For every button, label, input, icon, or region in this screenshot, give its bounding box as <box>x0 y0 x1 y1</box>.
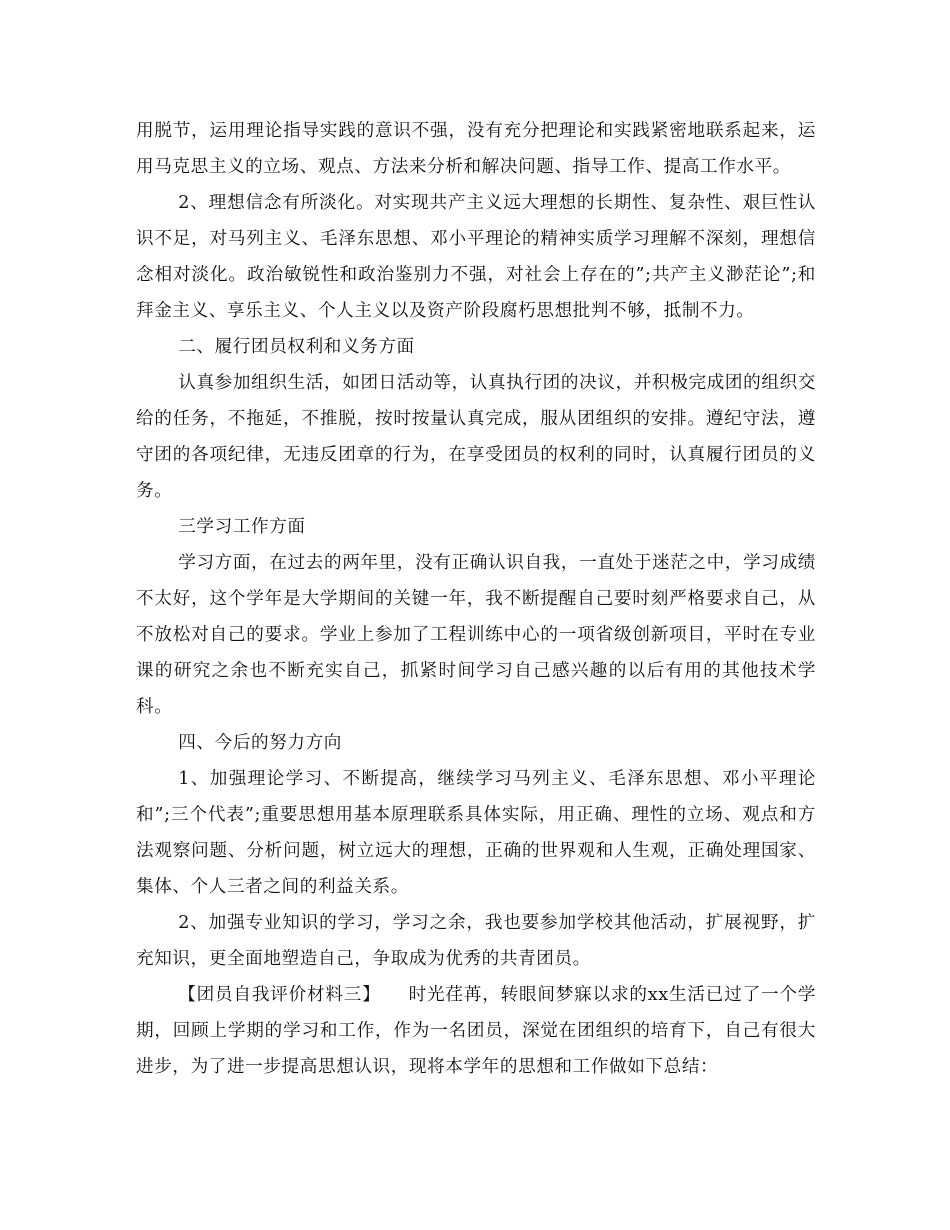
paragraph-8: 1、加强理论学习、不断提高，继续学习马列主义、毛泽东思想、邓小平理论和”;三个代表”;重要思想用基本原理联系具体实际，用正确、理性的立场、观点和方法观察问题、分析问题，树立远大的理想，正确的世界观和人生观，正确处理国家、集体、个人三者之间的利益关系。 <box>136 769 816 897</box>
section-heading-future-direction: 四、今后的努力方向 <box>178 733 342 753</box>
document-body <box>136 113 816 1085</box>
paragraph-9: 2、加强专业知识的学习，学习之余，我也要参加学校其他活动，扩展视野，扩充知识，更全面地塑造自己，争取成为优秀的共青团员。 <box>136 913 816 969</box>
section-heading-study-work: 三学习工作方面 <box>178 517 306 537</box>
paragraph-4: 认真参加组织生活，如团日活动等，认真执行团的决议，并积极完成团的组织交给的任务，不拖延，不推脱，按时按量认真完成，服从团组织的安排。遵纪守法，遵守团的各项纪律，无违反团章的行为，在享受团员的权利的同时，认真履行团员的义务。 <box>136 373 816 501</box>
paragraph-1: 用脱节，运用理论指导实践的意识不强，没有充分把理论和实践紧密地联系起来，运用马克思主义的立场、观点、方法来分析和解决问题、指导工作、提高工作水平。 <box>136 121 816 177</box>
paragraph-6: 学习方面，在过去的两年里，没有正确认识自我，一直处于迷茫之中，学习成绩不太好，这个学年是大学期间的关键一年，我不断提醒自己要时刻严格要求自己，从不放松对自己的要求。学业上参加了工程训练中心的一项省级创新项目，平时在专业课的研究之余也不断充实自己，抓紧时间学习自己感兴趣的以后有用的其他技术学科。 <box>136 553 816 717</box>
section-heading-rights-duties: 二、履行团员权利和义务方面 <box>178 337 415 357</box>
paragraph-10: 【团员自我评价材料三】 时光荏苒，转眼间梦寐以求的xx生活已过了一个学期，回顾上学期的学习和工作，作为一名团员，深觉在团组织的培育下，自己有很大进步，为了进一步提高思想认识，现将本学年的思想和工作做如下总结： <box>136 985 816 1077</box>
paragraph-2: 2、理想信念有所淡化。对实现共产主义远大理想的长期性、复杂性、艰巨性认识不足，对马列主义、毛泽东思想、邓小平理论的精神实质学习理解不深刻，理想信念相对淡化。政治敏锐性和政治鉴别力不强，对社会上存在的”;共产主义渺茫论”;和拜金主义、享乐主义、个人主义以及资产阶段腐朽思想批判不够，抵制不力。 <box>136 193 816 321</box>
